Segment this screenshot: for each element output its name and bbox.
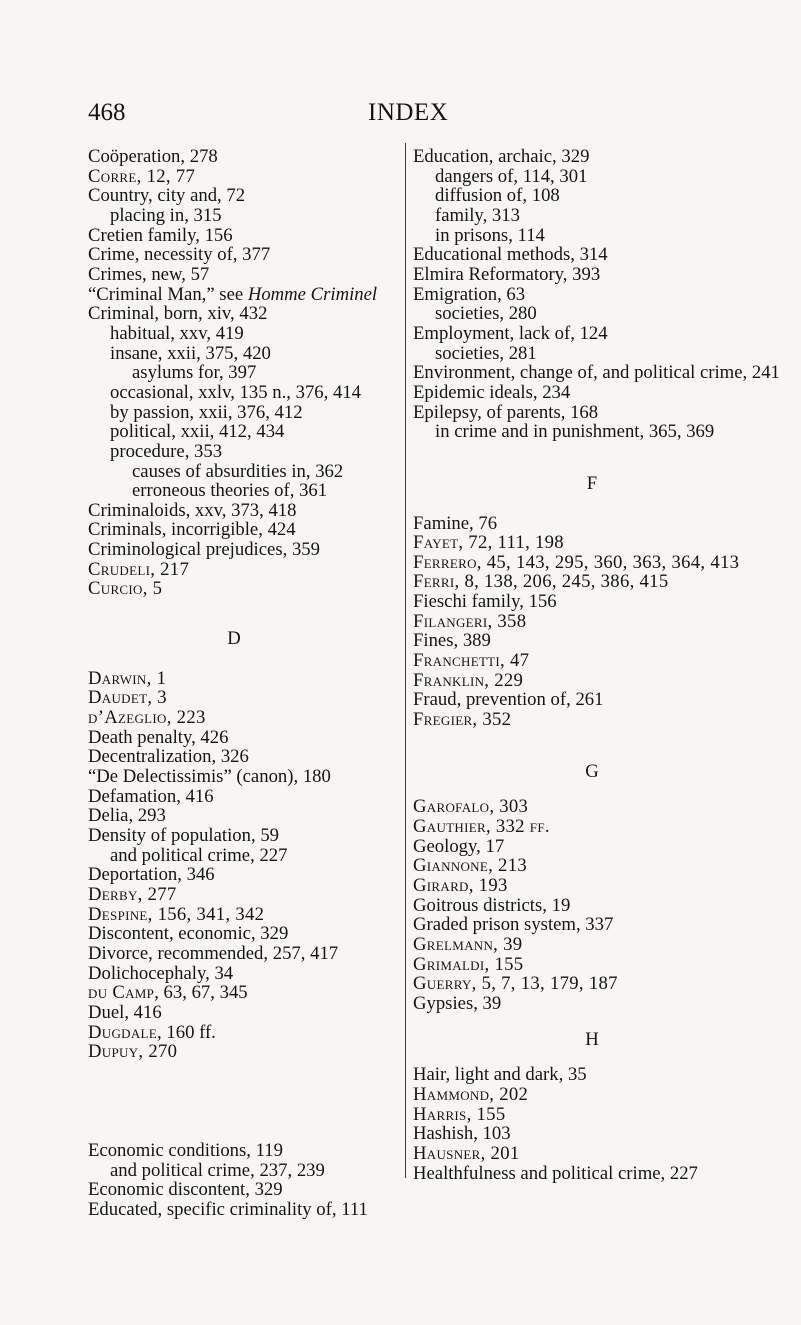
index-entry: Fayet, 72, 111, 198	[413, 532, 564, 554]
index-subentry: societies, 281	[435, 342, 537, 364]
index-entry: Daudet, 3	[88, 687, 167, 709]
index-entry: Delia, 293	[88, 805, 166, 827]
index-entry: Fieschi family, 156	[413, 591, 557, 613]
index-entry: Corre, 12, 77	[88, 165, 196, 187]
section-letter: G	[585, 760, 599, 782]
index-entry-text: “Criminal Man,” see	[88, 283, 248, 305]
index-entry: Harris, 155	[413, 1103, 506, 1125]
index-entry: Guerry, 5, 7, 13, 179, 187	[413, 973, 618, 995]
index-entry: Death penalty, 426	[88, 726, 229, 748]
index-column-right	[413, 147, 791, 1183]
index-entry-italic: Homme Criminel	[247, 283, 378, 305]
index-entry: Discontent, economic, 329	[88, 923, 289, 945]
index-entry: Darwin, 1	[88, 667, 167, 689]
index-entry: Country, city and, 72	[88, 185, 246, 207]
index-entry: Filangeri, 358	[413, 610, 527, 632]
index-entry: Famine, 76	[413, 512, 498, 534]
index-entry: Decentralization, 326	[88, 746, 249, 768]
index-subentry: occasional, xxlv, 135 n., 376, 414	[110, 381, 362, 403]
index-entry: Epidemic ideals, 234	[413, 381, 571, 403]
section-gap	[88, 599, 400, 629]
index-entry: Franchetti, 47	[413, 650, 530, 672]
index-entry	[88, 983, 400, 1003]
index-entry: Criminological prejudices, 359	[88, 539, 320, 561]
index-subentry: asylums for, 397	[132, 362, 257, 384]
index-column-left	[88, 147, 400, 1220]
index-entry: Grelmann, 39	[413, 933, 523, 955]
index-entry-name: du Camp	[88, 982, 155, 1004]
index-entry: Geology, 17	[413, 835, 505, 857]
index-entry: Healthfulness and political crime, 227	[413, 1162, 698, 1184]
section-gap	[413, 1049, 791, 1065]
index-entry: Despine, 156, 341, 342	[88, 903, 265, 925]
index-subentry: societies, 280	[435, 303, 537, 325]
index-entry: Deportation, 346	[88, 864, 215, 886]
index-entry: Hashish, 103	[413, 1123, 511, 1145]
section-letter: F	[586, 472, 598, 494]
index-entry: Fraud, prevention of, 261	[413, 689, 604, 711]
section-gap	[413, 730, 791, 762]
index-entry: Educational methods, 314	[413, 244, 608, 266]
index-entry: Environment, change of, and political crime, 241	[413, 362, 780, 384]
section-letter: D	[227, 628, 241, 650]
index-entry: Ferrero, 45, 143, 295, 360, 363, 364, 413	[413, 551, 740, 573]
index-entry: Dupuy, 270	[88, 1041, 178, 1063]
index-subentry: in crime and in punishment, 365, 369	[435, 421, 715, 443]
index-entry: Crimes, new, 57	[88, 263, 210, 285]
section-gap	[413, 494, 791, 514]
page-header	[0, 98, 801, 128]
index-entry: Divorce, recommended, 257, 417	[88, 942, 339, 964]
index-entry: Graded prison system, 337	[413, 914, 614, 936]
index-entry: Educated, specific criminality of, 111	[88, 1198, 368, 1220]
index-entry: Hausner, 201	[413, 1142, 520, 1164]
index-subentry: family, 313	[435, 204, 520, 226]
index-entry-pages: , 63, 67, 345	[154, 982, 248, 1004]
index-entry: Dolichocephaly, 34	[88, 962, 234, 984]
index-subentry: habitual, xxv, 419	[110, 322, 244, 344]
index-subentry: causes of absurdities in, 362	[132, 460, 344, 482]
index-entry: Economic discontent, 329	[88, 1179, 283, 1201]
index-entry: Criminal, born, xiv, 432	[88, 303, 268, 325]
index-entry: Fines, 389	[413, 630, 491, 652]
index-entry: Fregier, 352	[413, 709, 512, 731]
index-entry	[88, 1023, 400, 1043]
section-gap	[88, 649, 400, 669]
section-letter: H	[585, 1028, 599, 1050]
index-entry-name: Dugdale	[88, 1021, 158, 1043]
index-entry: Economic conditions, 119	[88, 1139, 283, 1161]
page-title: INDEX	[368, 99, 449, 126]
index-entry-pages: , 160 ff.	[157, 1021, 216, 1043]
index-entry: “De Delectissimis” (canon), 180	[88, 766, 331, 788]
index-entry: Ferri, 8, 138, 206, 245, 386, 415	[413, 571, 669, 593]
index-subentry: and political crime, 237, 239	[110, 1159, 325, 1181]
section-gap	[413, 442, 791, 474]
section-gap	[413, 781, 791, 797]
index-entry: Grimaldi, 155	[413, 953, 524, 975]
index-entry: Defamation, 416	[88, 785, 214, 807]
index-entry: Gauthier, 332 ff.	[413, 816, 550, 838]
section-gap	[413, 1014, 791, 1030]
index-subentry: political, xxii, 412, 434	[110, 421, 285, 443]
index-entry: Derby, 277	[88, 883, 177, 905]
index-entry: Education, archaic, 329	[413, 146, 590, 167]
index-entry: Epilepsy, of parents, 168	[413, 401, 599, 423]
index-entry: Hammond, 202	[413, 1083, 529, 1105]
index-subentry: by passion, xxii, 376, 412	[110, 401, 303, 423]
index-entry: Coöperation, 278	[88, 146, 218, 167]
index-entry: Elmira Reformatory, 393	[413, 263, 601, 285]
index-entry: Giannone, 213	[413, 855, 527, 877]
index-entry: Crudeli, 217	[88, 558, 190, 580]
index-entry: Hair, light and dark, 35	[413, 1064, 587, 1086]
index-entry: Emigration, 63	[413, 283, 526, 305]
index-entry: Curcio, 5	[88, 578, 163, 600]
index-entry: Gypsies, 39	[413, 992, 502, 1014]
index-subentry: erroneous theories of, 361	[132, 480, 328, 502]
index-entry: Duel, 416	[88, 1001, 162, 1023]
index-entry: Girard, 193	[413, 875, 508, 896]
index-entry: Criminaloids, xxv, 373, 418	[88, 499, 297, 521]
index-entry: Goitrous districts, 19	[413, 894, 571, 916]
index-entry: Cretien family, 156	[88, 224, 233, 246]
index-subentry: placing in, 315	[110, 204, 222, 226]
index-entry	[88, 285, 400, 305]
index-entry: Crime, necessity of, 377	[88, 244, 271, 266]
index-subentry: dangers of, 114, 301	[435, 165, 588, 187]
index-entry: Employment, lack of, 124	[413, 322, 608, 344]
index-subentry: insane, xxii, 375, 420	[110, 342, 271, 364]
index-subentry: and political crime, 227	[110, 844, 288, 866]
index-entry: Density of population, 59	[88, 825, 280, 846]
index-entry: Franklin, 229	[413, 669, 524, 691]
index-entry: d’Azeglio, 223	[88, 707, 206, 729]
section-gap	[88, 1062, 400, 1141]
index-subentry: diffusion of, 108	[435, 185, 560, 207]
index-entry: Criminals, incorrigible, 424	[88, 519, 296, 541]
column-divider	[405, 143, 406, 1178]
index-entry: Garofalo, 303	[413, 796, 529, 818]
page-number: 468	[88, 99, 126, 126]
index-subentry: procedure, 353	[110, 440, 223, 462]
index-subentry: in prisons, 114	[435, 224, 545, 246]
